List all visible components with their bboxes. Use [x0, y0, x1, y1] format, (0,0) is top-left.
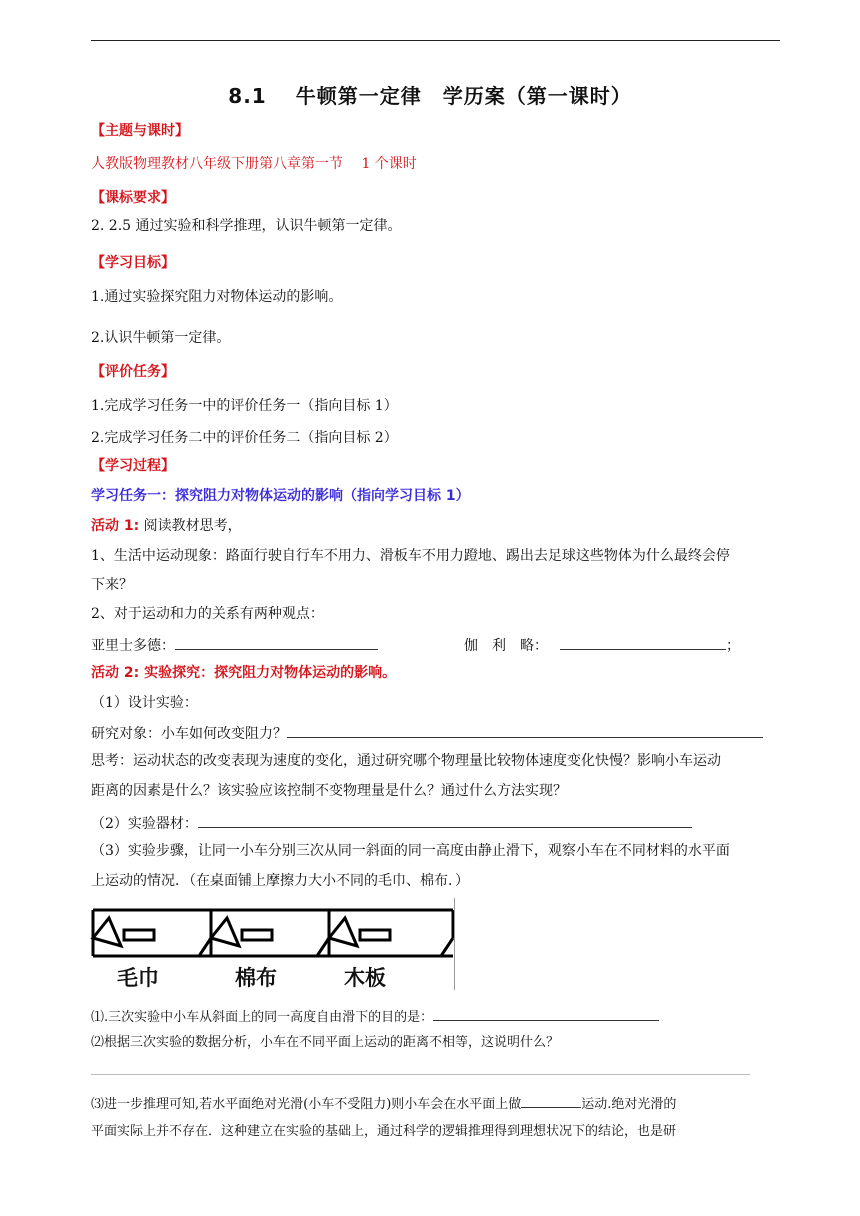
ramp-wood — [329, 910, 453, 956]
question-3-3-text-a: ⑶进一步推理可知,若水平面绝对光滑(小车不受阻力)则小车会在水平面上做 — [91, 1097, 522, 1112]
research-object-row — [91, 722, 763, 744]
question-3-3-row — [91, 1092, 676, 1115]
ramp-cotton — [211, 910, 329, 956]
question-1-line1: 1、生活中运动现象：路面行驶自行车不用力、滑板车不用力蹬地、踢出去足球这些物体为什么最终会停 — [91, 548, 730, 564]
question-3-1-blank[interactable] — [433, 1005, 659, 1021]
activity-1-text: 阅读教材思考， — [139, 518, 242, 534]
question-2: 2、对于运动和力的关系有两种观点： — [91, 606, 324, 622]
figure-label-wood: 木板 — [344, 966, 386, 990]
galileo-label: 伽 利 略： — [464, 638, 548, 654]
galileo-answer-blank[interactable] — [560, 634, 726, 650]
eval-1: 1.完成学习任务一中的评价任务一（指向目标 1） — [91, 398, 398, 414]
standard-heading: 【课标要求】 — [91, 190, 175, 206]
activity-1 — [91, 516, 242, 536]
question-3-3-text-b: 运动.绝对光滑的 — [581, 1097, 677, 1112]
process-heading: 【学习过程】 — [91, 458, 175, 474]
galileo-semicolon: ； — [726, 638, 740, 654]
question-3-3-blank[interactable] — [521, 1092, 581, 1108]
design-experiment: （1）设计实验： — [91, 695, 198, 711]
standard-text: 2. 2.5 通过实验和科学推理，认识牛顿第一定律。 — [91, 218, 402, 234]
steps-line-1: （3）实验步骤，让同一小车分别三次从同一斜面的同一高度由静止滑下，观察小车在不同材料的水平面 — [91, 843, 730, 859]
activity-2-title: 活动 2: 实验探究：探究阻力对物体运动的影响。 — [91, 665, 397, 681]
materials-row — [91, 812, 692, 834]
eval-2: 2.完成学习任务二中的评价任务二（指向目标 2） — [91, 430, 398, 446]
header-rule — [91, 40, 780, 41]
question-3-1-text: ⑴.三次实验中小车从斜面上的同一高度自由滑下的目的是： — [91, 1010, 434, 1025]
think-line-1: 思考：运动状态的改变表现为速度的变化，通过研究哪个物理量比较物体速度变化快慢？影响小车运动 — [91, 753, 721, 769]
galileo-row — [464, 634, 740, 656]
figure-label-cotton: 棉布 — [235, 966, 277, 990]
steps-line-2: 上运动的情况．（在桌面铺上摩擦力大小不同的毛巾、棉布．） — [91, 873, 469, 889]
question-3-1-row — [91, 1005, 659, 1028]
ramp-towel — [93, 908, 211, 956]
viewpoints-row — [91, 634, 378, 656]
goal-1: 1.通过实验探究阻力对物体运动的影响。 — [91, 289, 343, 305]
goal-2: 2.认识牛顿第一定律。 — [91, 330, 231, 346]
answer-line[interactable] — [91, 1074, 750, 1075]
topic-heading: 【主题与课时】 — [91, 123, 189, 139]
aristotle-label: 亚里士多德： — [91, 638, 175, 654]
materials-blank[interactable] — [198, 812, 692, 828]
research-object-blank[interactable] — [287, 722, 763, 738]
eval-heading: 【评价任务】 — [91, 364, 175, 380]
question-3-2: ⑵根据三次实验的数据分析，小车在不同平面上运动的距离不相等，这说明什么？ — [91, 1035, 560, 1050]
task-1-title: 学习任务一：探究阻力对物体运动的影响（指向学习目标 1） — [91, 488, 470, 504]
materials-label: （2）实验器材： — [91, 816, 198, 832]
think-line-2: 距离的因素是什么？该实验应该控制不变物理量是什么？通过什么方法实现？ — [91, 783, 567, 799]
page-title: 8.1 牛顿第一定律 学历案（第一课时） — [228, 84, 632, 108]
activity-1-label: 活动 1: — [91, 518, 140, 534]
aristotle-answer-blank[interactable] — [175, 634, 378, 650]
topic-text: 人教版物理教材八年级下册第八章第一节 1 个课时 — [91, 156, 417, 172]
question-3-3-line2: 平面实际上并不存在．这种建立在实验的基础上，通过科学的逻辑推理得到理想状况下的结论，也是研 — [91, 1124, 677, 1139]
figure-border — [454, 898, 455, 990]
question-1-line2: 下来？ — [91, 577, 133, 593]
goals-heading: 【学习目标】 — [91, 255, 175, 271]
research-object-label: 研究对象：小车如何改变阻力？ — [91, 726, 287, 742]
figure-label-towel: 毛巾 — [117, 966, 159, 990]
